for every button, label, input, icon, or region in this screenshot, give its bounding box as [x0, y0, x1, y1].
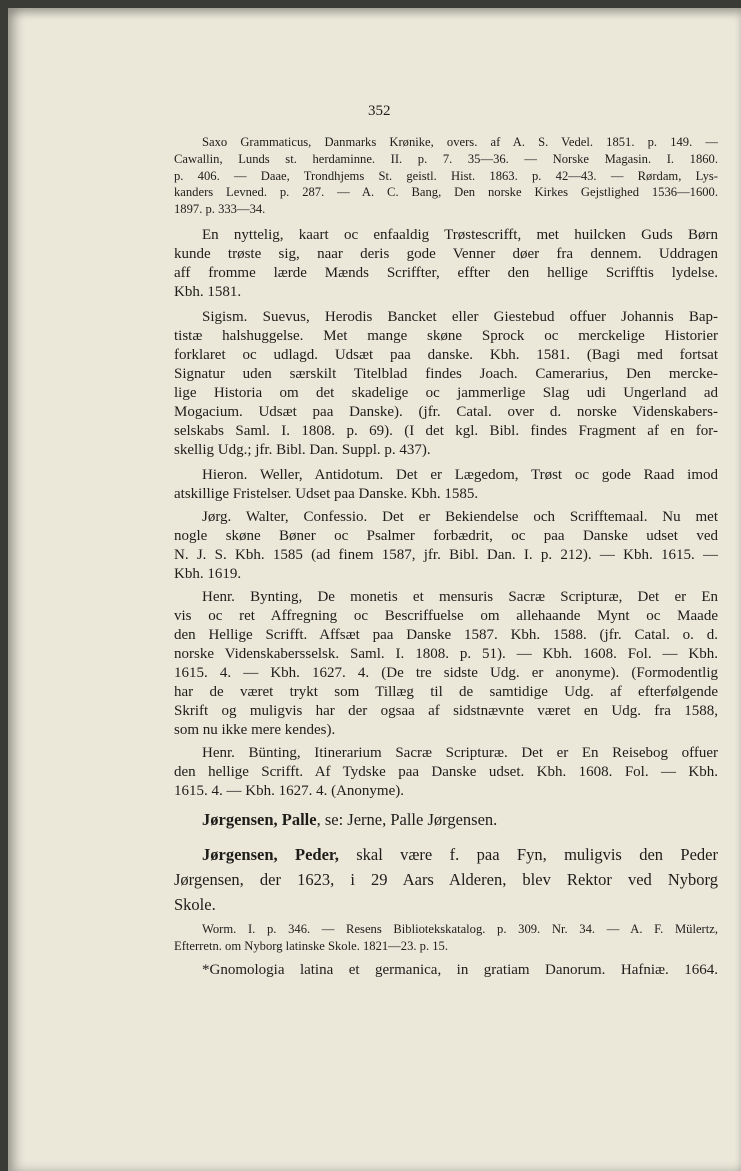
- entry-line: atskillige Fristelser. Udset paa Danske. Kbh. 1585.: [174, 486, 479, 502]
- reference-line: 1897. p. 333—34.: [174, 202, 266, 217]
- entry-line: aff fromme lærde Mænds Scriffter, effter den hellige Scrifftis lydelse.: [174, 265, 718, 281]
- reference-line: Worm. I. p. 346. — Resens Bibliotekskatalog. p. 309. Nr. 34. — A. F. Mülertz,: [202, 922, 718, 936]
- references-peder: [174, 921, 718, 955]
- entry-line: Signatur uden særskilt Titelblad findes Joach. Camerarius, Den mercke-: [174, 366, 718, 382]
- entry-line: 1615. 4. — Kbh. 1627. 4. (De tre sidste Udg. er anonyme). (Formodentlig: [174, 665, 718, 681]
- bibliography-entry: [174, 308, 718, 460]
- entry-name: Jørgensen, Peder,: [202, 845, 339, 864]
- work-peder: [174, 961, 718, 980]
- entry-line: selskabs Saml. I. 1808. p. 69). (I det kgl. Bibl. findes Fragment af en for-: [174, 423, 718, 439]
- entry-line: Jørg. Walter, Confessio. Det er Bekiendelse och Scrifftemaal. Nu met: [202, 509, 718, 525]
- reference-line: Saxo Grammaticus, Danmarks Krønike, overs. af A. S. Vedel. 1851. p. 149. —: [202, 135, 718, 149]
- bibliography-entry: [174, 226, 718, 302]
- entry-line: nogle skøne Bøner oc Psalmer forbædrit, oc paa Danske udset ved: [174, 528, 718, 544]
- references-top: [174, 134, 718, 218]
- entry-line: den hellige Scrifft. Af Tydske paa Danske udset. Kbh. 1608. Fol. — Kbh.: [174, 764, 718, 780]
- entry-line: Skrift og muligvis har der ogsaa af sidstnævnte været en Udg. fra 1588,: [174, 703, 718, 719]
- entry-line: Kbh. 1581.: [174, 284, 242, 300]
- heading-palle: [174, 808, 718, 832]
- entry-text: , se: Jerne, Palle Jørgensen.: [316, 810, 498, 829]
- entry-text: skal være f. paa Fyn, muligvis den Peder: [338, 845, 718, 864]
- entry-line: Hieron. Weller, Antidotum. Det er Lægedom, Trøst oc gode Raad imod: [202, 467, 718, 483]
- entry-line: skellig Udg.; jfr. Bibl. Dan. Suppl. p. 437).: [174, 442, 431, 458]
- entry-line: Henr. Bünting, Itinerarium Sacræ Scripturæ. Det er En Reisebog offuer: [202, 745, 718, 761]
- entry-line: som nu ikke mere kendes).: [174, 722, 336, 738]
- page-number: 352: [368, 103, 391, 119]
- entry-line: N. J. S. Kbh. 1585 (ad finem 1587, jfr. Bibl. Dan. I. p. 212). — Kbh. 1615. —: [174, 547, 718, 563]
- entry-name: Jørgensen, Palle: [202, 810, 317, 829]
- entry-line: En nyttelig, kaart oc enfaaldig Trøstescrifft, met huilcken Guds Børn: [202, 227, 718, 243]
- entry-line: tistæ halshuggelse. Met mange skøne Sprock oc merckelige Historier: [174, 328, 718, 344]
- entry-line: norske Videnskabersselsk. Saml. I. 1808. p. 51). — Kbh. 1608. Fol. — Kbh.: [174, 646, 718, 662]
- entry-line: vis oc ret Affregning oc Bescriffuelse om allehaande Mynt oc Maade: [174, 608, 718, 624]
- bibliography-entry: [174, 466, 718, 504]
- reference-line: p. 406. — Daae, Trondhjems St. geistl. Hist. 1863. p. 42—43. — Rørdam, Lys-: [174, 168, 718, 183]
- bibliography-entry: [174, 508, 718, 584]
- entry-line: den Hellige Scrifft. Affsæt paa Danske 1587. Kbh. 1588. (jfr. Catal. o. d.: [174, 627, 718, 643]
- entry-line: har de været trykt som Tillæg til de samtidige Udg. af efterfølgende: [174, 684, 718, 700]
- entry-line: Mogacium. Udsæt paa Danske). (jfr. Catal. over d. norske Videnskabers-: [174, 404, 718, 420]
- entry-line: lige Historia om det skadelige oc jammerlige Slag udi Ungerland ad: [174, 385, 718, 401]
- heading-peder: [174, 842, 718, 917]
- entry-line: Sigism. Suevus, Herodis Bancket eller Giestebud offuer Johannis Bap-: [202, 309, 718, 325]
- entry-text: Jørgensen, der 1623, i 29 Aars Alderen, blev Rektor ved Nyborg: [174, 870, 718, 889]
- bibliography-entry: [174, 588, 718, 740]
- entry-line: Kbh. 1619.: [174, 566, 242, 582]
- work-title: *Gnomologia latina et germanica, in gratiam Danorum. Hafniæ. 1664.: [202, 962, 718, 978]
- entry-line: forklaret oc udlagd. Udsæt paa danske. Kbh. 1581. (Bagi med fortsat: [174, 347, 718, 363]
- reference-line: kanders Levned. p. 287. — A. C. Bang, Den norske Kirkes Gejstlighed 1536—1600.: [174, 185, 718, 200]
- scanned-page: [8, 8, 741, 1171]
- reference-line: Cawallin, Lunds st. herdaminne. II. p. 7. 35—36. — Norske Magasin. I. 1860.: [174, 151, 718, 166]
- entry-text: Skole.: [174, 895, 216, 914]
- entry-line: 1615. 4. — Kbh. 1627. 4. (Anonyme).: [174, 783, 404, 799]
- entry-line: kunde trøste sig, naar deris gode Venner døer fra dennem. Uddragen: [174, 246, 718, 262]
- entry-line: Henr. Bynting, De monetis et mensuris Sacræ Scripturæ, Det er En: [202, 589, 718, 605]
- reference-line: Efterretn. om Nyborg latinske Skole. 1821—23. p. 15.: [174, 938, 448, 953]
- bibliography-entry: [174, 744, 718, 801]
